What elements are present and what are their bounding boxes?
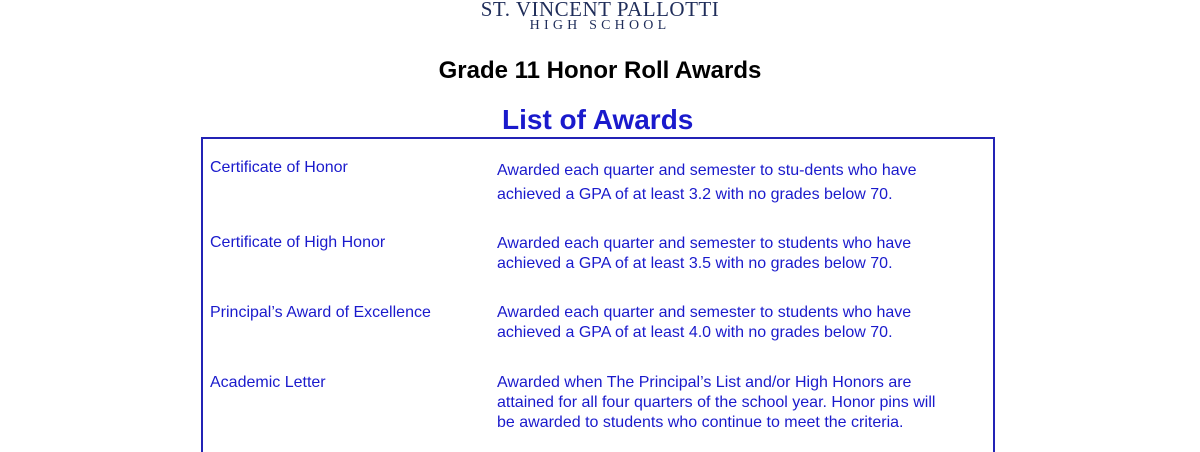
award-name: Academic Letter — [210, 374, 326, 391]
logo-school-name: ST. VINCENT PALLOTTI — [480, 0, 720, 21]
award-description — [497, 303, 977, 343]
list-title: List of Awards — [502, 104, 694, 135]
award-description-line: Awarded each quarter and semester to students who have — [497, 304, 912, 321]
school-logo — [470, 0, 730, 36]
award-name: Principal’s Award of Excellence — [210, 304, 431, 321]
award-description — [497, 160, 977, 205]
award-name: Certificate of Honor — [210, 159, 348, 176]
award-description-line: attained for all four quarters of the school year. Honor pins will — [497, 394, 936, 411]
award-description — [497, 373, 977, 433]
award-name: Certificate of High Honor — [210, 234, 386, 251]
award-description-line: achieved a GPA of at least 4.0 with no grades below 70. — [497, 324, 893, 341]
award-description-line: achieved a GPA of at least 3.2 with no grades below 70. — [497, 186, 893, 203]
award-description-line: Awarded each quarter and semester to stu-dents who have — [497, 162, 917, 179]
page-title: Grade 11 Honor Roll Awards — [438, 57, 762, 84]
award-description — [497, 234, 977, 274]
logo-school-type: HIGH SCHOOL — [529, 18, 671, 33]
award-description-line: Awarded when The Principal’s List and/or High Honors are — [497, 374, 912, 391]
award-description-line: be awarded to students who continue to meet the criteria. — [497, 414, 904, 431]
award-description-line: achieved a GPA of at least 3.5 with no grades below 70. — [497, 255, 893, 272]
award-description-line: Awarded each quarter and semester to students who have — [497, 235, 912, 252]
